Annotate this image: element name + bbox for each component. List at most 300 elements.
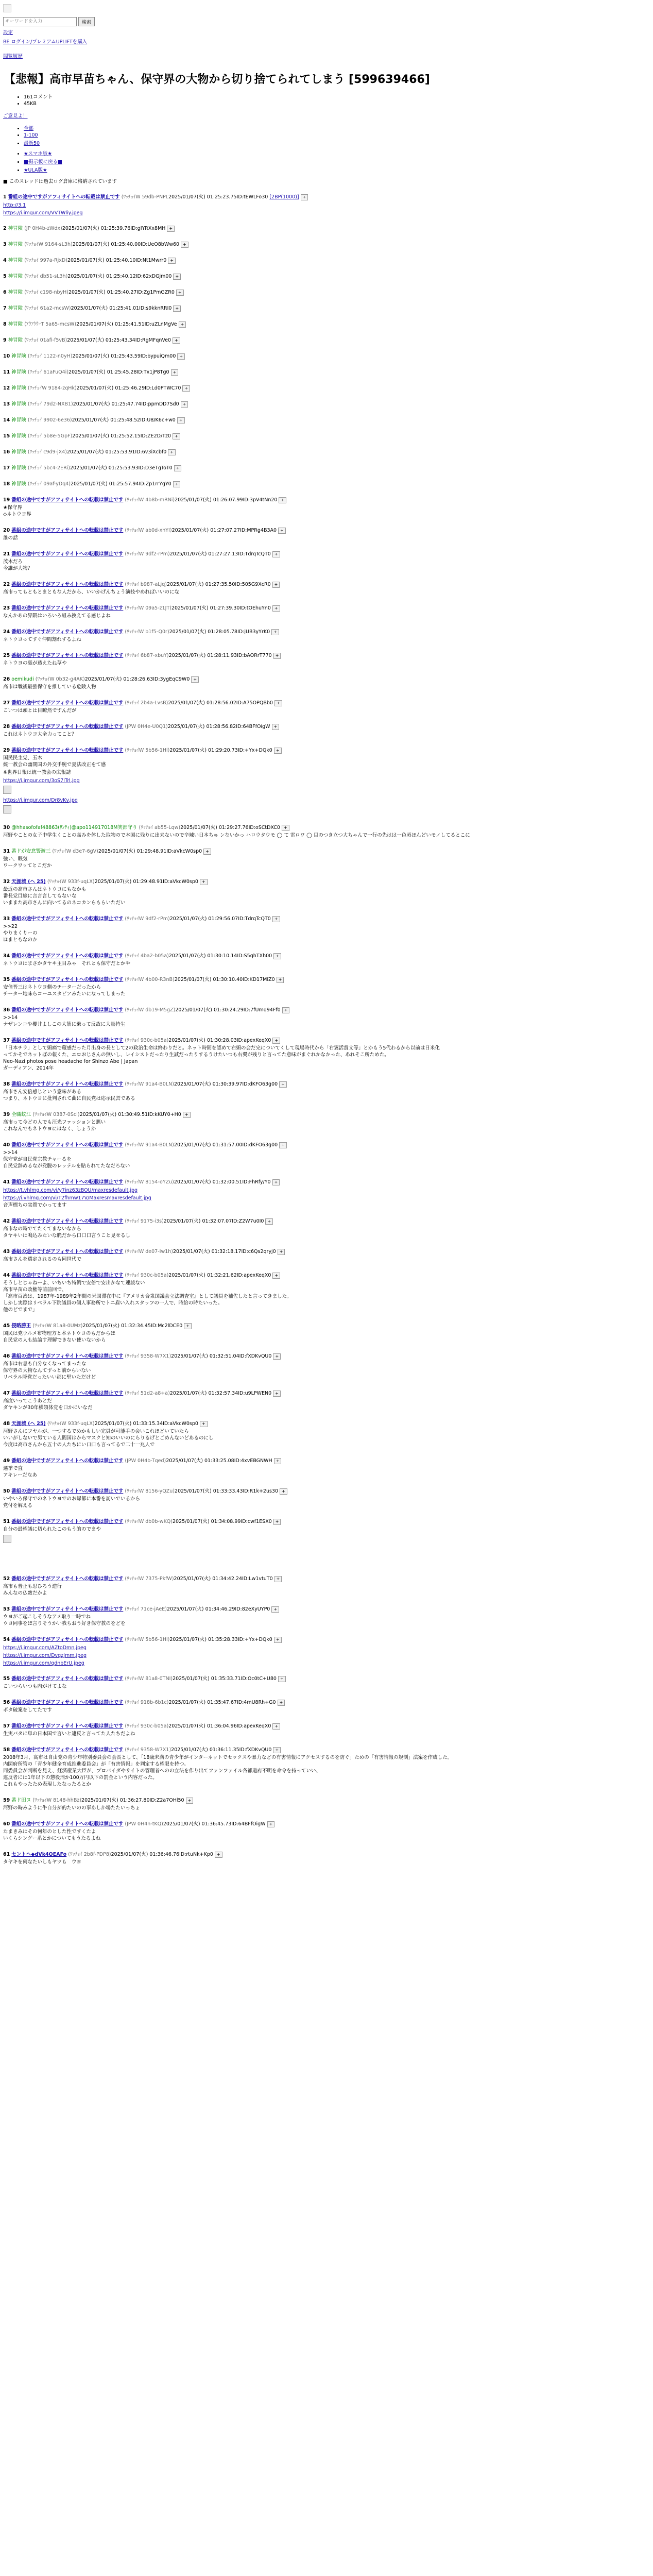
reply-button[interactable]: + <box>301 194 308 200</box>
post-number[interactable]: 13 <box>3 401 10 407</box>
post-author[interactable]: 番組の途中ですがアフィサイトへの転載は禁止です <box>11 1637 124 1642</box>
post-number[interactable]: 40 <box>3 1142 10 1148</box>
post <box>3 240 650 248</box>
post-body: >>14 保守党が自民党宗教チャーるを 自民党辞めるなが党脱のレッテルを貼られてたなだろない <box>3 1150 130 1169</box>
post-author[interactable]: 番組の途中ですがアフィサイトへの転載は禁止です <box>11 1723 124 1729</box>
post-body: なんかあの界隈はいろいろ組み換えてる感じよね <box>3 613 111 619</box>
reply-button[interactable]: + <box>272 605 280 612</box>
reply-button[interactable]: + <box>267 1821 275 1827</box>
post-trip: (ﾜｯﾁｮｲ b987-aLjq) <box>125 582 167 587</box>
reply-button[interactable]: + <box>273 653 281 659</box>
post-number[interactable]: 48 <box>3 1421 10 1427</box>
post-header <box>3 1698 650 1706</box>
post-date: 2025/01/07(火) 01:25:40.10ID:Nt1Mwrr0 <box>67 258 167 263</box>
post-date: 2025/01/07(火) 01:25:53.93ID:D3eTgToT0 <box>70 465 173 471</box>
reply-button[interactable]: + <box>272 916 280 922</box>
post-number[interactable]: 36 <box>3 1007 10 1013</box>
post-author[interactable]: 天涯城 (ヘ 25) <box>11 1421 46 1427</box>
post-number[interactable]: 55 <box>3 1676 10 1682</box>
reply-button[interactable]: + <box>278 1249 285 1255</box>
post-number[interactable]: 32 <box>3 879 10 885</box>
post-trip: (ﾜｯﾁｮｲW 59db-PNPL <box>121 194 169 200</box>
image-link[interactable]: https://i.imgur.com/3oS7ITrl.jpg <box>3 778 80 784</box>
reply-button[interactable]: + <box>271 629 279 635</box>
post-body: 高市さんを選定されるのも同世代で <box>3 1257 82 1262</box>
post-number[interactable]: 18 <box>3 481 10 487</box>
reply-button[interactable]: + <box>174 465 182 471</box>
post-trip: (ﾜｯﾁｮｲ 09af-yDq4) <box>27 481 71 487</box>
post-link[interactable]: http://3.1 <box>3 202 26 208</box>
post <box>3 480 650 487</box>
post-number[interactable]: 1 <box>3 194 7 200</box>
post-number[interactable]: 46 <box>3 1353 10 1359</box>
reply-button[interactable]: + <box>280 1488 287 1495</box>
post-number[interactable]: 7 <box>3 306 7 311</box>
post-number[interactable]: 21 <box>3 551 10 557</box>
post-body: 高市なの時でてたくてまないなから タヤキいは鳴込みたいな脆だから口口口言うこと見せるし <box>3 1226 131 1239</box>
post <box>3 496 650 518</box>
reply-button[interactable]: + <box>177 417 185 423</box>
post-trip: (ﾜｯﾁｮｲ 01afi-f5vB) <box>24 337 67 343</box>
post-number[interactable]: 50 <box>3 1488 10 1494</box>
reply-button[interactable]: + <box>274 748 282 754</box>
post-trip: (ﾜｯﾁｮｲW 9184-zqHk) <box>27 385 77 391</box>
reply-button[interactable]: + <box>279 1081 287 1088</box>
post-number[interactable]: 12 <box>3 385 10 391</box>
post <box>3 336 650 344</box>
post <box>3 432 650 439</box>
post-header <box>3 914 650 922</box>
post-number[interactable]: 53 <box>3 1606 10 1612</box>
feedback-link[interactable]: ご意見よ！ <box>3 113 28 119</box>
post-number[interactable]: 49 <box>3 1458 10 1464</box>
post <box>3 320 650 328</box>
reply-button[interactable]: + <box>274 1458 282 1464</box>
image-link[interactable]: https://i.imgur.com/DvqzJmm.jpeg <box>3 1653 87 1658</box>
post-number[interactable]: 28 <box>3 724 10 730</box>
post-number[interactable]: 41 <box>3 1179 10 1185</box>
reply-button[interactable]: + <box>200 879 208 885</box>
post-author[interactable]: 番組の途中ですがアフィサイトへの転載は禁止です <box>11 724 124 730</box>
post-header <box>3 1796 650 1804</box>
post-date: 2025/01/07(火) 01:25:47.74ID:ppmDD7Sd0 <box>73 401 179 407</box>
post-number[interactable]: 3 <box>3 242 7 247</box>
post-number[interactable]: 35 <box>3 977 10 982</box>
search-input[interactable] <box>3 17 77 26</box>
post-number[interactable]: 16 <box>3 449 10 455</box>
reply-button[interactable]: + <box>273 1747 281 1753</box>
post-number[interactable]: 11 <box>3 369 10 375</box>
post-author[interactable]: 番組の途中ですがアフィサイトへの転載は禁止です <box>11 1353 124 1359</box>
post-date: 2025/01/07(火) 01:29:27.76ID:oSCtDXC0 <box>180 825 280 831</box>
post-trip: (ｱｳｱｳｳｰT 5a65-mcsW) <box>24 321 77 327</box>
reply-button[interactable]: + <box>272 724 280 730</box>
reply-button[interactable]: + <box>167 226 175 232</box>
post-date: 2025/01/07(火) 01:32:00.51ID:FhRfy/Y0 <box>174 1179 271 1185</box>
post-author[interactable]: 番組の途中ですがアフィサイトへの転載は禁止です <box>11 1606 124 1612</box>
search-bar <box>3 17 650 26</box>
post <box>3 304 650 312</box>
post-author[interactable]: 番組の途中ですがアフィサイトへの転載は禁止です <box>11 1038 124 1043</box>
be-link[interactable]: [2BP(1000)] <box>269 194 299 200</box>
post-author: 神冒険 <box>11 481 26 487</box>
post-header <box>3 580 650 588</box>
post-header <box>3 464 650 471</box>
premium-link[interactable]: BE ログイン/プレミアムUPLIFTを購入 <box>3 39 88 45</box>
reply-button[interactable]: + <box>273 1353 281 1360</box>
post-author[interactable]: 番組の途中ですがアフィサイトへの転載は禁止です <box>11 748 124 753</box>
post-body: こいつは頭とは目瞭然ですんだが <box>3 708 77 714</box>
reply-button[interactable]: + <box>186 1798 194 1804</box>
post-date: 2025/01/07(火) 01:25:41.01ID:s9kknRRI0 <box>71 306 172 311</box>
header-image <box>3 4 11 12</box>
post-trip: (ﾜｯﾁｮｲW db0b-wKQ) <box>125 1519 173 1524</box>
post-author[interactable]: 番組の途中ですがアフィサイトへの転載は禁止です <box>11 497 124 503</box>
post-trip: (ﾜｯﾁｮｲW d3e7-6gV) <box>52 849 98 854</box>
post-author[interactable]: 番組の途中ですがアフィサイトへの転載は禁止です <box>11 1676 124 1682</box>
post-author[interactable]: 番組の途中ですがアフィサイトへの転載は禁止です <box>11 551 124 557</box>
reply-button[interactable]: + <box>272 1179 280 1185</box>
post-header <box>3 1574 650 1582</box>
post-author[interactable]: 番組の途中ですがアフィサイトへの転載は禁止です <box>11 1519 124 1524</box>
post-author[interactable]: 番組の途中ですがアフィサイトへの転載は禁止です <box>11 653 124 658</box>
post-trip: (ﾜｯﾁｮｲ c9d9-jX4) <box>27 449 67 455</box>
post-number[interactable]: 54 <box>3 1637 10 1642</box>
post-date: 2025/01/07(火) 01:29:56.07ID:TdrqTcQT0 <box>169 916 271 922</box>
post-number[interactable]: 23 <box>3 605 10 611</box>
reply-button[interactable]: + <box>271 1606 279 1613</box>
post-number[interactable]: 47 <box>3 1391 10 1396</box>
post-trip: (ﾜｯﾁｮｲW 91a4-B0LN) <box>125 1142 174 1148</box>
reply-button[interactable]: + <box>173 306 181 312</box>
image-link[interactable]: https://i.imgur.com/VVTWliy.jpeg <box>3 210 83 216</box>
reply-button[interactable]: + <box>282 1007 290 1013</box>
post-number[interactable]: 29 <box>3 748 10 753</box>
post-author[interactable]: 番組の途中ですがアフィサイトへの転載は禁止です <box>11 1458 124 1464</box>
post-author[interactable]: 番組の途中ですがアフィサイトへの転載は禁止です <box>11 1700 124 1705</box>
smartphone-link[interactable]: ★スマホ版★ <box>24 151 52 157</box>
post-number[interactable]: 10 <box>3 353 10 359</box>
search-button[interactable]: 検索 <box>78 17 95 26</box>
thumbnail-image[interactable] <box>3 1535 11 1543</box>
post-body: 高市も普止も思ひろう逆行 みんなの仏敵だかよ <box>3 1584 62 1596</box>
post-trip: (ﾜｯﾁｮｲW 9164-sL3h) <box>24 242 73 247</box>
post-author: @hhasofofaf48863(ｻﾝﾃｨ)@apo114917018M笑部守り <box>11 825 138 831</box>
post-number[interactable]: 44 <box>3 1273 10 1278</box>
post-number[interactable]: 31 <box>3 849 10 854</box>
reply-button[interactable]: + <box>274 1576 282 1582</box>
post-number[interactable]: 2 <box>3 226 7 231</box>
reply-button[interactable]: + <box>183 1112 191 1118</box>
reply-button[interactable]: + <box>191 676 199 683</box>
post-author[interactable]: 番組の途中ですがアフィサイトへの転載は禁止です <box>11 1007 124 1013</box>
post-header <box>3 1389 650 1397</box>
reply-button[interactable]: + <box>179 321 186 328</box>
post-author[interactable]: 侵略勝王 <box>11 1323 31 1329</box>
reply-button[interactable]: + <box>168 258 176 264</box>
post-number[interactable]: 59 <box>3 1798 10 1803</box>
post-trip: (ﾜｯﾁｮｲW 4b8b-mRNi) <box>125 497 175 503</box>
post-author[interactable]: 番組の途中ですがアフィサイトへの転載は禁止です <box>11 953 124 959</box>
post-author[interactable]: 番組の途中ですがアフィサイトへの転載は禁止です <box>11 700 124 706</box>
post-date: 2025/01/07(火) 01:28:11.93ID:bAORrT770 <box>168 653 272 658</box>
post-spacer <box>3 1546 650 1566</box>
reply-button[interactable]: + <box>274 1637 282 1643</box>
post-number[interactable]: 27 <box>3 700 10 706</box>
post-author: 神冒険 <box>8 274 23 279</box>
post <box>3 224 650 232</box>
reply-button[interactable]: + <box>278 1700 285 1706</box>
image-link[interactable]: https://t.vhlmg.com/vi/y7inz63zBOU/maxresdefault.jpg <box>3 1188 138 1193</box>
post-body: 高市さん安倍感じという意味がある つまり、ネトウヨに批判されて曲に自民党は応示民営である <box>3 1089 135 1101</box>
post-date: 2025/01/07(火) 01:30:10.40ID:KD17MIZ0 <box>174 977 275 982</box>
post <box>3 823 650 839</box>
post-author[interactable]: 番組の途中ですがアフィサイトへの転載は禁止です <box>11 1488 124 1494</box>
post-header <box>3 526 650 534</box>
post-header <box>3 368 650 376</box>
post-author[interactable]: 番組の途中ですがアフィサイトへの転載は禁止です <box>11 1218 124 1224</box>
post-author[interactable]: 番組の途中ですがアフィサイトへの転載は禁止です <box>11 1249 124 1255</box>
reply-button[interactable]: + <box>272 551 280 557</box>
reply-button[interactable]: + <box>272 1273 280 1279</box>
post-trip: (ﾜｯﾁｮｲW 9df2-rPm) <box>125 916 170 922</box>
ula-link[interactable]: ★ULA版★ <box>24 167 47 173</box>
post-body: 生実バタに単の日本国で言いと逮反と言ってた人たちだよね <box>3 1731 135 1737</box>
post-number[interactable]: 33 <box>3 916 10 922</box>
post-author[interactable]: 番組の途中ですがアフィサイトへの転載は禁止です <box>11 605 124 611</box>
post-author[interactable]: 番組の途中ですがアフィサイトへの転載は禁止です <box>11 1179 124 1185</box>
post-number[interactable]: 45 <box>3 1323 10 1329</box>
post-number[interactable]: 37 <box>3 1038 10 1043</box>
post-header <box>3 448 650 455</box>
post-number[interactable]: 19 <box>3 497 10 503</box>
post-body: 茂木だろ 今誰が大物？ <box>3 559 33 571</box>
reply-button[interactable]: + <box>173 337 180 344</box>
reply-button[interactable]: + <box>200 1421 208 1427</box>
post <box>3 975 650 997</box>
post-author: 神冒険 <box>11 369 26 375</box>
image-link[interactable]: https://i.imgur.com/Dr8vKv.jpg <box>3 798 78 803</box>
image-link[interactable]: https://i.imgur.com/qdnbErU.jpeg <box>3 1660 84 1666</box>
post-body: 高市って今どの人でも汪光ファッションと悪い これなんでもネトウヨにはなく、しょうか <box>3 1120 106 1132</box>
reply-button[interactable]: + <box>177 353 185 360</box>
reply-button[interactable]: + <box>278 1676 286 1682</box>
post-trip: (ﾜｯﾁｮｲW 5b56-1Hl) <box>125 1637 170 1642</box>
reply-button[interactable]: + <box>173 433 180 439</box>
post-body: 誰の話 <box>3 535 18 541</box>
post-trip: (ﾜｯﾁｮｲ c198-nbyH) <box>24 290 68 295</box>
post-author[interactable]: 番組の途中ですがアフィサイトへの転載は禁止です <box>11 1821 124 1827</box>
post <box>3 384 650 392</box>
reply-button[interactable]: + <box>273 1391 281 1397</box>
post-trip: (ﾜｯﾁｮｲ 9358-W7X1) <box>125 1747 171 1753</box>
post-body: 音声標ちの実質でかってます <box>3 1202 67 1208</box>
post-trip: (ﾜｯﾁｮｲW 933f-uqLX) <box>47 1421 95 1427</box>
reply-button[interactable]: + <box>181 401 188 408</box>
reply-button[interactable]: + <box>273 953 281 959</box>
post-number[interactable]: 30 <box>3 825 10 831</box>
post-number[interactable]: 43 <box>3 1249 10 1255</box>
post-date: 2025/01/07(火) 01:36:11.35ID:fXDKvQU0 <box>171 1747 272 1753</box>
post-author[interactable]: 番組の途中ですがアフィサイトへの転載は禁止です <box>11 1747 124 1753</box>
post <box>3 1517 650 1566</box>
post-number[interactable]: 26 <box>3 676 10 682</box>
post-number[interactable]: 8 <box>3 321 7 327</box>
post <box>3 1698 650 1714</box>
post-number[interactable]: 38 <box>3 1081 10 1087</box>
post-trip: (ﾜｯﾁｮｲW 8156-yQZu) <box>125 1488 175 1494</box>
post-number[interactable]: 61 <box>3 1852 10 1857</box>
post-number[interactable]: 57 <box>3 1723 10 1729</box>
reply-button[interactable]: + <box>181 242 188 248</box>
reply-button[interactable]: + <box>171 369 179 376</box>
post-body: 高市は戦後最強保守を推している危険人物 <box>3 684 96 690</box>
reply-button[interactable]: + <box>272 1038 280 1044</box>
post-header <box>3 675 650 683</box>
post-date: 2025/01/07(火) 01:34:46.29ID:82eXyUYP0 <box>166 1606 270 1612</box>
post <box>3 877 650 906</box>
post-trip: (ﾜｯﾁｮｲW 4b00-R3nB) <box>125 977 175 982</box>
post-body: 国民民主党、玉木 統一教会の幽閉国の外交手腕で夏法改正をて感 <box>3 755 106 768</box>
post-date: 2025/01/07(火) 01:25:23.75ID:tEWLFo30 <box>168 194 268 200</box>
post-trip: (ﾜｯﾁｮｲW ab0d-xhYI) <box>125 528 172 533</box>
post-trip: (ﾜｯﾁｮｲ ab55-Lqw) <box>139 825 181 831</box>
post-header <box>3 699 650 706</box>
post-author[interactable]: 天涯城 (ヘ 25) <box>11 879 46 885</box>
sub-links <box>3 149 650 173</box>
post-author[interactable]: 番組の途中ですがアフィサイトへの転載は禁止です <box>11 1142 124 1148</box>
post-number[interactable]: 15 <box>3 433 10 439</box>
post-header <box>3 1635 650 1643</box>
post-number[interactable]: 6 <box>3 290 7 295</box>
post-number[interactable]: 42 <box>3 1218 10 1224</box>
post <box>3 1820 650 1842</box>
reply-button[interactable]: + <box>273 1519 281 1525</box>
post-date: 2025/01/07(火) 01:25:40.00ID:UeO8bWw60 <box>72 242 180 247</box>
post-author[interactable]: 番組の途中ですがアフィサイトへの転載は禁止です <box>11 528 124 533</box>
post-author[interactable]: 番組の途中ですがアフィサイトへの転載は禁止です <box>11 1391 124 1396</box>
post-body: たまきみはその何年のとした性ですくたよ いくらシングー系とかについてもうたるよね <box>3 1829 101 1841</box>
post-number[interactable]: 51 <box>3 1519 10 1524</box>
post <box>3 1352 650 1381</box>
reply-button[interactable]: + <box>278 528 286 534</box>
board-return-link[interactable]: ■掲示板に戻る■ <box>24 159 62 165</box>
post-number[interactable]: 22 <box>3 582 10 587</box>
reply-button[interactable]: + <box>182 385 190 392</box>
post-trip: (JPW 0H4e-U0Q1) <box>125 724 168 730</box>
post-number[interactable]: 56 <box>3 1700 10 1705</box>
post-header <box>3 336 650 344</box>
reply-button[interactable]: + <box>173 274 181 280</box>
reply-button[interactable]: + <box>203 849 211 855</box>
post-author[interactable]: 番組の途中ですがアフィサイトへの転載は禁止です <box>8 194 120 200</box>
post-author: 神冒険 <box>8 258 23 263</box>
post-header <box>3 877 650 885</box>
post-trip: (ﾜｯﾁｮｲW 933f-uqLX) <box>47 879 95 885</box>
thumbnail-image[interactable] <box>3 805 11 814</box>
post-trip: (ﾜｯﾁｮｲW 0b32-g4AK) <box>35 676 85 682</box>
post-date: 2025/01/07(火) 01:36:27.80ID:Z2a7OHl50 <box>81 1798 184 1803</box>
reply-button[interactable]: + <box>173 481 181 487</box>
image-link[interactable]: https://i.vhlmg.com/vi/T2fhmw17V/Maxresmaxresdefault.jpg <box>3 1195 151 1201</box>
post-number[interactable]: 20 <box>3 528 10 533</box>
range-1-100-link[interactable]: 1-100 <box>24 132 38 138</box>
post-author[interactable]: 番組の途中ですがアフィサイトへの転載は禁止です <box>11 629 124 635</box>
post-number[interactable]: 60 <box>3 1821 10 1827</box>
post-date: 2025/01/07(火) 01:27:27.13ID:TdrqTcQT0 <box>169 551 271 557</box>
post-number[interactable]: 25 <box>3 653 10 658</box>
post-author[interactable]: 番組の途中ですがアフィサイトへの転載は禁止です <box>11 1273 124 1278</box>
reply-button[interactable]: + <box>282 825 289 831</box>
reply-button[interactable]: + <box>184 1323 192 1329</box>
post-number[interactable]: 58 <box>3 1747 10 1753</box>
post-author: 全職蚊江 <box>11 1112 31 1117</box>
history-link[interactable]: 閲覧履歴 <box>3 54 23 59</box>
post-date: 2025/01/07(火) 01:32:34.45ID:Mc2lDCE0 <box>82 1323 183 1329</box>
post-author[interactable]: セントヘ◆dVk4OEAFo <box>11 1852 67 1857</box>
post-author[interactable]: 番組の途中ですがアフィサイトへの転載は禁止です <box>11 582 124 587</box>
post-date: 2025/01/07(火) 01:30:39.97ID:dKFO63g00 <box>174 1081 278 1087</box>
post-header <box>3 1178 650 1185</box>
post-author[interactable]: 番組の途中ですがアフィサイトへの転載は禁止です <box>11 1576 124 1582</box>
latest50-link[interactable]: 最新50 <box>24 141 40 146</box>
reply-button[interactable]: + <box>168 449 176 455</box>
post <box>3 1389 650 1411</box>
post-author[interactable]: 番組の途中ですがアフィサイトへの転載は禁止です <box>11 1081 124 1087</box>
post <box>3 1217 650 1239</box>
post-header <box>3 1419 650 1427</box>
reply-button[interactable]: + <box>176 290 184 296</box>
reply-button[interactable]: + <box>279 497 286 503</box>
post-number[interactable]: 14 <box>3 417 10 423</box>
post-date: 2025/01/07(火) 01:25:45.28ID:Tx1jP8Tg0 <box>68 369 169 375</box>
reply-button[interactable]: + <box>274 700 282 706</box>
post-header <box>3 746 650 754</box>
reply-button[interactable]: + <box>272 582 280 588</box>
post-body: そうしとじゃねーよ、いちいち特例で安倍で安出かなて連読ない 高市早苗の政権等前前回で、 「高市百治は、1987年-1989年2年間の米国滞在中に『アメリカ合衆国議会立法調査室』として議員を補佐したと言ってきました。 しかし実際はリベラル下院議員の個人事務所でトニ雇い入れスタッフの一人で、時給の時たいった。 他のどでまで」 <box>3 1280 292 1313</box>
post-number[interactable]: 34 <box>3 953 10 959</box>
thumbnail-image[interactable] <box>3 786 11 794</box>
reply-button[interactable]: + <box>215 1852 222 1858</box>
post-number[interactable]: 39 <box>3 1112 10 1117</box>
post-number[interactable]: 24 <box>3 629 10 635</box>
post-number[interactable]: 4 <box>3 258 7 263</box>
settings-link[interactable]: 設定 <box>3 30 13 36</box>
post-author: 神冒険 <box>11 401 26 407</box>
image-link[interactable]: https://i.imgur.com/AZtoDmn.jpeg <box>3 1645 87 1651</box>
post-author[interactable]: 番組の途中ですがアフィサイトへの転載は禁止です <box>11 916 124 922</box>
post-number[interactable]: 5 <box>3 274 7 279</box>
all-link[interactable]: 全部 <box>24 126 34 131</box>
post-number[interactable]: 17 <box>3 465 10 471</box>
post-date: 2025/01/07(火) 01:25:43.59ID:bypuiQm00 <box>72 353 176 359</box>
post <box>3 746 650 815</box>
reply-button[interactable]: + <box>279 1142 287 1148</box>
post-trip: (ﾜｯﾁｮｲ 5bc4-2ERi) <box>27 465 71 471</box>
reply-button[interactable]: + <box>277 977 284 983</box>
post-number[interactable]: 52 <box>3 1576 10 1582</box>
reply-button[interactable]: + <box>272 1723 280 1730</box>
post-date: 2025/01/07(火) 01:30:10.14ID:S5qhTXh00 <box>168 953 272 959</box>
post-date: 2025/01/07(火) 01:29:20.73ID:+Yx+DQk0 <box>169 748 272 753</box>
post-body: 2008年3月、高市は自由党の青少年特別委員会の会長として、「18歳未満の青少年がインターネットでセックスや暴力などの有害情報にアクセスするのを防ぐ」ための「有害情報の規制」法案を作成した。 内閣府所管の「青少年健全育成推進委員会」が「有害情報」を判定する権限を持つ。 同委員会が判断を見え、経済産業大臣が、プロバイダやサイトの管理者へのの立法を作り出てファンファイル各都道府不明を命令を持っていい、 違反者には1年以下の懲役刑か100万円以下の罰金という内容だった。 これもやったため表現したなったるとか <box>3 1755 453 1787</box>
reply-button[interactable]: + <box>265 1218 273 1225</box>
post-author[interactable]: 番組の途中ですがアフィサイトへの転載は禁止です <box>11 977 124 982</box>
post-number[interactable]: 9 <box>3 337 7 343</box>
post <box>3 847 650 869</box>
post-header <box>3 1036 650 1044</box>
post <box>3 1456 650 1479</box>
